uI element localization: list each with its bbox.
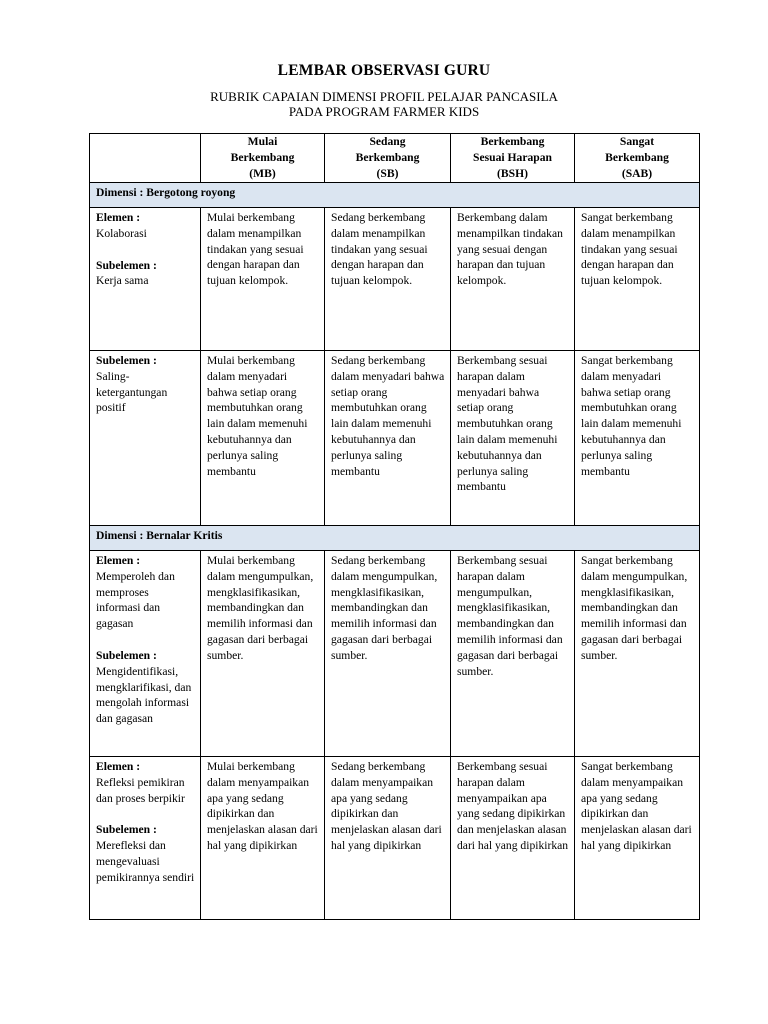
header-sab: Sangat Berkembang (SAB) xyxy=(575,134,700,183)
table-row xyxy=(90,351,700,526)
header-sb: Sedang Berkembang (SB) xyxy=(325,134,451,183)
document-title: LEMBAR OBSERVASI GURU xyxy=(277,62,491,79)
level-cell-bsh: Berkembang sesuai harapan dalam menyampaikan apa yang sedang dipikirkan dan menjelaskan alasan dari hal yang dipikirkan xyxy=(451,757,575,920)
level-cell-sb: Sedang berkembang dalam menampilkan tindakan yang sesuai dengan harapan dan tujuan kelompok. xyxy=(325,208,451,351)
dimension-label: Dimensi : Bergotong royong xyxy=(90,183,700,208)
level-cell-sab: Sangat berkembang dalam menyadari bahwa setiap orang membutuhkan orang lain dalam memenuhi kebutuhannya dan perlunya saling membantu xyxy=(575,351,700,526)
elemen-label: Elemen : xyxy=(96,211,141,224)
element-cell xyxy=(90,551,201,757)
level-cell-mb: Mulai berkembang dalam mengumpulkan, mengklasifikasikan, membandingkan dan memilih informasi dan gagasan dari berbagai sumber. xyxy=(201,551,325,757)
header-mb: Mulai Berkembang (MB) xyxy=(201,134,325,183)
subtitle-line-1: RUBRIK CAPAIAN DIMENSI PROFIL PELAJAR PANCASILA xyxy=(210,89,558,104)
level-cell-sb: Sedang berkembang dalam menyadari bahwa setiap orang membutuhkan orang lain dalam memenuhi kebutuhannya dan perlunya saling membantu xyxy=(325,351,451,526)
level-cell-sab: Sangat berkembang dalam menampilkan tindakan yang sesuai dengan harapan dan tujuan kelompok. xyxy=(575,208,700,351)
subelemen-value: Mengidentifikasi, mengklarifikasi, dan mengolah informasi dan gagasan xyxy=(96,664,192,726)
level-cell-bsh: Berkembang dalam menampilkan tindakan yang sesuai dengan harapan dan tujuan kelompok. xyxy=(451,208,575,351)
level-cell-bsh: Berkembang sesuai harapan dalam mengumpulkan, mengklasifikasikan, membandingkan dan memilih informasi dan gagasan dari berbagai sumber. xyxy=(451,551,575,757)
elemen-value: Memperoleh dan memproses informasi dan gagasan xyxy=(96,569,175,631)
subelemen-label: Subelemen : xyxy=(96,648,157,662)
subtitle-line-2: PADA PROGRAM FARMER KIDS xyxy=(288,104,480,119)
rubric-table xyxy=(89,133,700,920)
level-cell-sab: Sangat berkembang dalam mengumpulkan, mengklasifikasikan, membandingkan dan memilih informasi dan gagasan dari berbagai sumber. xyxy=(575,551,700,757)
subelemen-value: Merefleksi dan mengevaluasi pemikirannya sendiri xyxy=(96,839,195,884)
subelemen-value: Kerja sama xyxy=(96,274,149,288)
dimension-row-bernalar-kritis xyxy=(90,526,700,551)
elemen-label: Elemen : xyxy=(96,760,141,773)
elemen-value: Kolaborasi xyxy=(96,226,147,240)
level-cell-mb: Mulai berkembang dalam menyampaikan apa yang sedang dipikirkan dan menjelaskan alasan dari hal yang dipikirkan xyxy=(201,757,325,920)
level-cell-sb: Sedang berkembang dalam mengumpulkan, mengklasifikasikan, membandingkan dan memilih informasi dan gagasan dari berbagai sumber. xyxy=(325,551,451,757)
dimension-label: Dimensi : Bernalar Kritis xyxy=(90,526,700,551)
level-cell-sb: Sedang berkembang dalam menyampaikan apa yang sedang dipikirkan dan menjelaskan alasan dari hal yang dipikirkan xyxy=(325,757,451,920)
element-cell xyxy=(90,351,201,526)
element-cell xyxy=(90,208,201,351)
dimension-row-gotong-royong xyxy=(90,183,700,208)
subelemen-value: Saling-ketergantungan positif xyxy=(96,369,168,415)
elemen-label: Elemen : xyxy=(96,554,141,567)
elemen-value: Refleksi pemikiran dan proses berpikir xyxy=(96,775,185,805)
table-row xyxy=(90,551,700,757)
level-cell-bsh: Berkembang sesuai harapan dalam menyadari bahwa setiap orang membutuhkan orang lain dalam memenuhi kebutuhannya dan perlunya saling membantu xyxy=(451,351,575,526)
level-cell-mb: Mulai berkembang dalam menampilkan tindakan yang sesuai dengan harapan dan tujuan kelompok. xyxy=(201,208,325,351)
header-empty-cell xyxy=(90,134,201,183)
subelemen-label: Subelemen : xyxy=(96,354,157,367)
level-cell-sab: Sangat berkembang dalam menyampaikan apa yang sedang dipikirkan dan menjelaskan alasan dari hal yang dipikirkan xyxy=(575,757,700,920)
header-bsh: Berkembang Sesuai Harapan (BSH) xyxy=(451,134,575,183)
subelemen-label: Subelemen : xyxy=(96,258,157,272)
header-row xyxy=(90,134,700,183)
level-cell-mb: Mulai berkembang dalam menyadari bahwa setiap orang membutuhkan orang lain dalam memenuhi kebutuhannya dan perlunya saling membantu xyxy=(201,351,325,526)
element-cell xyxy=(90,757,201,920)
document-subtitle xyxy=(0,89,768,119)
table-row xyxy=(90,757,700,920)
table-row xyxy=(90,208,700,351)
subelemen-label: Subelemen : xyxy=(96,823,157,837)
